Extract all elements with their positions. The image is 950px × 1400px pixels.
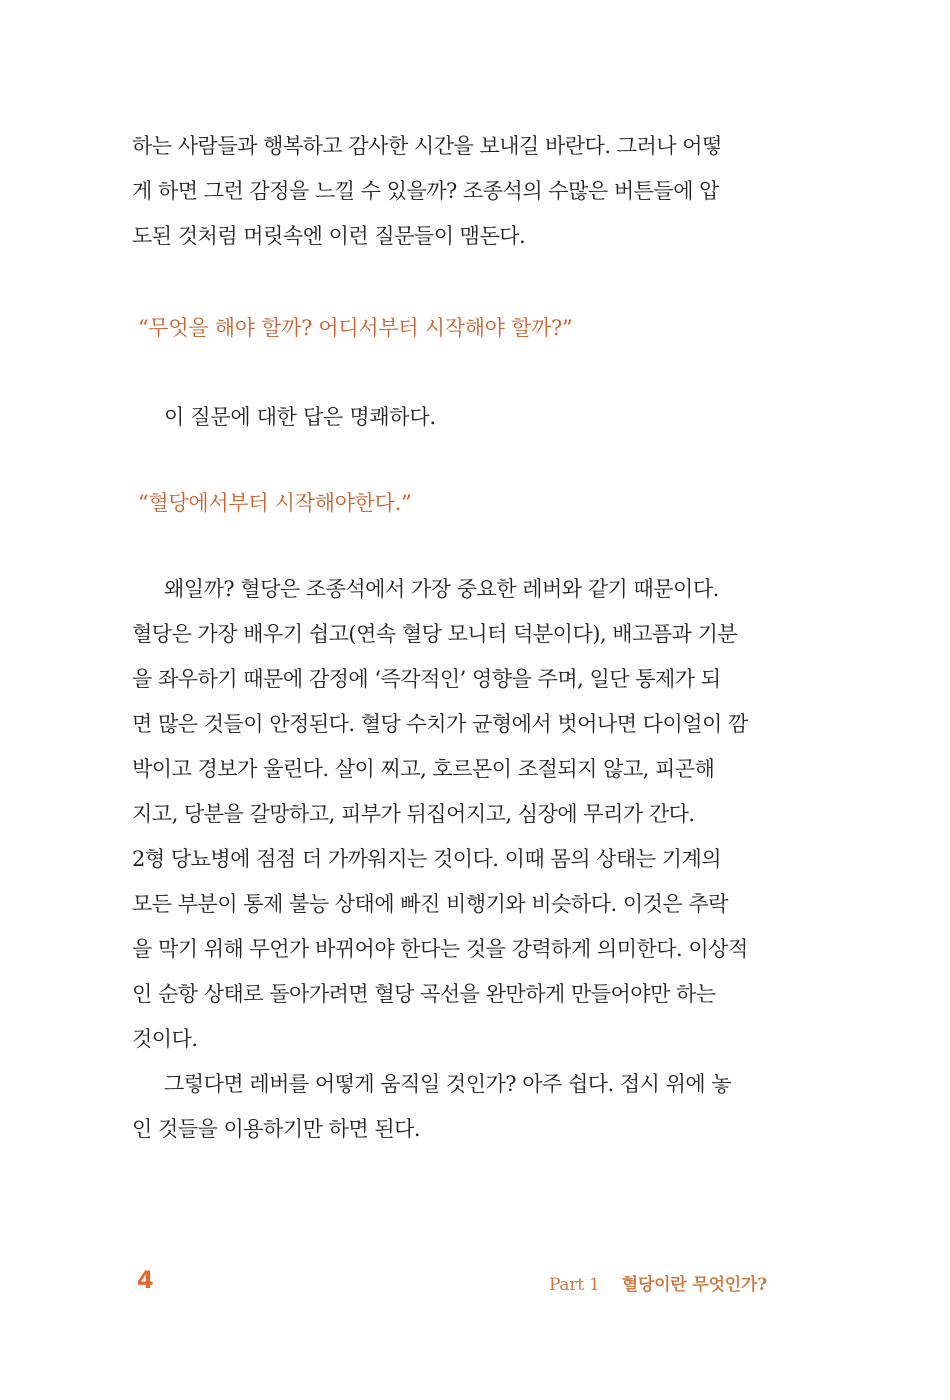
page-number: 4 bbox=[137, 1266, 154, 1294]
highlighted-question-quote: “무엇을 해야 할까? 어디서부터 시작해야 할까?” bbox=[138, 316, 573, 340]
text-line: 그렇다면 레버를 어떻게 움직일 것인가? 아주 쉽다. 접시 위에 놓 bbox=[164, 1072, 732, 1096]
running-head bbox=[549, 1270, 767, 1295]
paragraph-conclusion bbox=[132, 1062, 772, 1152]
text-line: 박이고 경보가 울린다. 살이 찌고, 호르몬이 조절되지 않고, 피곤해 bbox=[132, 757, 715, 781]
text-line: 게 하면 그런 감정을 느낄 수 있을까? 조종석의 수많은 버튼들에 압 bbox=[132, 179, 719, 203]
text-line: 을 좌우하기 때문에 감정에 ‘즉각적인’ 영향을 주며, 일단 통제가 되 bbox=[132, 667, 721, 691]
part-label: Part 1 bbox=[548, 1275, 600, 1295]
text-line: 지고, 당분을 갈망하고, 피부가 뒤집어지고, 심장에 무리가 간다. bbox=[132, 802, 695, 826]
text-line: 것이다. bbox=[132, 1027, 198, 1051]
text-line: 도된 것처럼 머릿속엔 이런 질문들이 맴돈다. bbox=[132, 224, 526, 248]
text-line: 을 막기 위해 무언가 바뀌어야 한다는 것을 강력하게 의미한다. 이상적 bbox=[132, 937, 748, 961]
text-line: 혈당은 가장 배우기 쉽고(연속 혈당 모니터 덕분이다), 배고픔과 기분 bbox=[132, 622, 738, 646]
chapter-title: 혈당이란 무엇인가? bbox=[621, 1275, 767, 1295]
text-line: 면 많은 것들이 안정된다. 혈당 수치가 균형에서 벗어나면 다이얼이 깜 bbox=[132, 712, 748, 736]
text-line: 모든 부분이 통제 불능 상태에 빠진 비행기와 비슷하다. 이것은 추락 bbox=[132, 892, 728, 916]
text-line: 왜일까? 혈당은 조종석에서 가장 중요한 레버와 같기 때문이다. bbox=[164, 577, 719, 601]
answer-statement: 이 질문에 대한 답은 명쾌하다. bbox=[164, 405, 436, 429]
paragraph-explanation bbox=[132, 567, 772, 1062]
text-line: 인 것들을 이용하기만 하면 된다. bbox=[132, 1117, 421, 1141]
highlighted-answer-quote: “혈당에서부터 시작해야한다.” bbox=[138, 491, 412, 515]
text-line: 2형 당뇨병에 점점 더 가까워지는 것이다. 이때 몸의 상태는 기계의 bbox=[132, 847, 722, 871]
paragraph-intro bbox=[132, 124, 772, 259]
text-line: 인 순항 상태로 돌아가려면 혈당 곡선을 완만하게 만들어야만 하는 bbox=[132, 982, 716, 1006]
text-line: 하는 사람들과 행복하고 감사한 시간을 보내길 바란다. 그러나 어떻 bbox=[132, 134, 722, 158]
